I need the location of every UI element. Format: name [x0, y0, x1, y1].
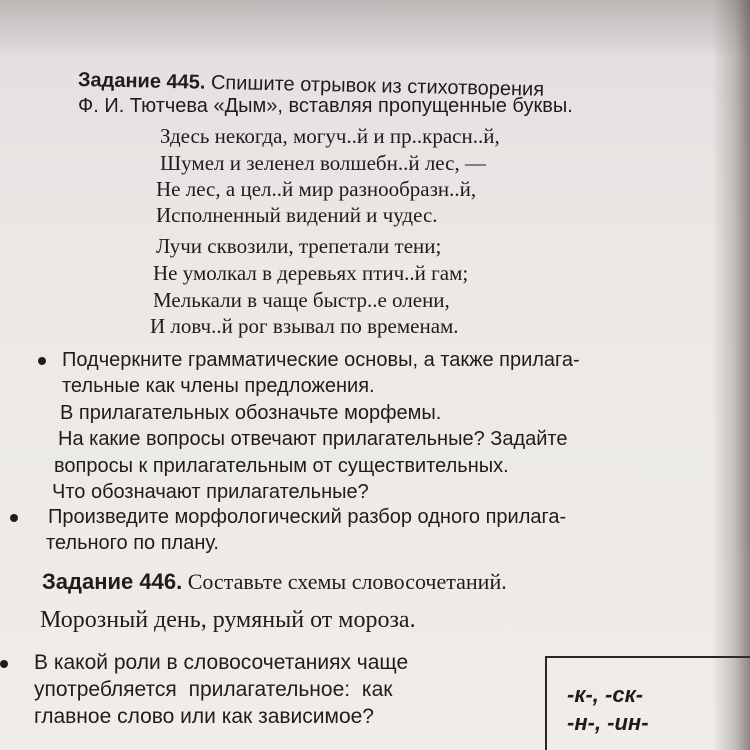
instruction-line: Произведите морфологический разбор одного прилага- [48, 506, 567, 528]
task-446-instruction: Составьте схемы словосочетаний. [182, 569, 507, 594]
task-445-number: Задание 445. [77, 69, 206, 94]
task-445-title-line2: Ф. И. Тютчева «Дым», вставляя пропущенные буквы. [78, 95, 573, 117]
poem-line: Здесь некогда, могуч..й и пр..красн..й, [160, 124, 500, 148]
poem-line: И ловч..й рог взывал по временам. [150, 314, 459, 338]
task-446-phrase: Морозный день, румяный от мороза. [40, 607, 416, 633]
question-line: В какой роли в словосочетаниях чаще [34, 651, 409, 674]
task-446-title [42, 571, 507, 593]
instruction-line: В прилагательных обозначьте морфемы. [60, 402, 442, 424]
task-445-instruction: Спишите отрывок из стихотворения [205, 71, 545, 101]
bullet-icon [0, 660, 8, 668]
poem-line: Исполненный видений и чудес. [156, 203, 438, 227]
bullet-icon [10, 514, 18, 522]
instruction-line: тельные как члены предложения. [62, 375, 375, 397]
poem-line: Мелькали в чаще быстр..е олени, [153, 288, 450, 312]
question-line: главное слово или как зависимое? [34, 705, 374, 728]
poem-line: Шумел и зеленел волшебн..й лес, — [160, 151, 486, 175]
question-line: употребляется прилагательное: как [34, 678, 393, 701]
poem-line: Не умолкал в деревьях птич..й гам; [153, 261, 469, 285]
instruction-line: вопросы к прилагательным от существительных. [54, 455, 509, 477]
suffix-line: -к-, -ск- [567, 682, 644, 707]
instruction-line: На какие вопросы отвечают прилагательные? Задайте [58, 428, 568, 450]
bullet-icon [38, 357, 46, 365]
instruction-line: тельного по плану. [46, 532, 219, 554]
task-446-number: Задание 446. [42, 569, 183, 594]
poem-line: Лучи сквозили, трепетали тени; [156, 234, 442, 258]
instruction-line: Что обозначают прилагательные? [52, 481, 369, 503]
poem-line: Не лес, а цел..й мир разнообразн..й, [156, 177, 477, 201]
page-edge-shadow [712, 0, 750, 750]
suffix-line: -н-, -ин- [567, 710, 649, 735]
page-shadow [0, 0, 750, 60]
instruction-line: Подчеркните грамматические основы, а также прилага- [62, 349, 580, 371]
